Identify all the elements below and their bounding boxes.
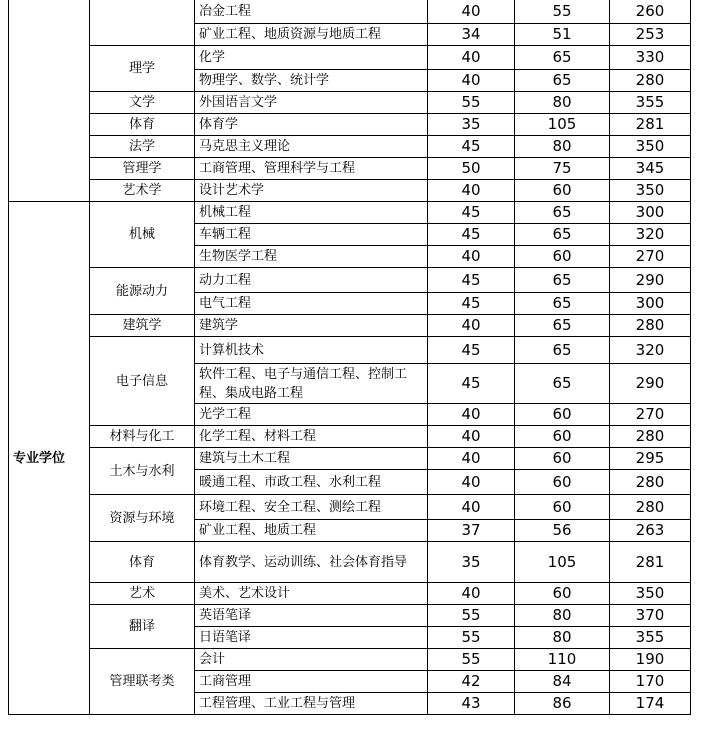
score-a-cell: 45 — [428, 268, 515, 293]
score-b-cell: 80 — [515, 92, 610, 114]
total-score-cell: 281 — [610, 114, 691, 136]
score-b-cell: 80 — [515, 136, 610, 158]
score-b-cell: 60 — [515, 246, 610, 268]
discipline-group-cell: 理学 — [90, 46, 195, 92]
total-score-cell: 300 — [610, 202, 691, 224]
discipline-group-cell — [90, 0, 195, 46]
major-name-cell: 车辆工程 — [195, 224, 428, 246]
major-name-cell: 英语笔译 — [195, 605, 428, 627]
major-name-cell: 暖通工程、市政工程、水利工程 — [195, 470, 428, 495]
total-score-cell: 290 — [610, 268, 691, 293]
score-a-cell: 40 — [428, 0, 515, 24]
total-score-cell: 280 — [610, 495, 691, 520]
score-b-cell: 65 — [515, 315, 610, 337]
score-b-cell: 65 — [515, 224, 610, 246]
discipline-group-cell: 电子信息 — [90, 337, 195, 426]
total-score-cell: 280 — [610, 470, 691, 495]
total-score-cell: 270 — [610, 246, 691, 268]
total-score-cell: 280 — [610, 426, 691, 448]
score-b-cell: 56 — [515, 520, 610, 542]
discipline-group-cell: 体育 — [90, 542, 195, 583]
score-a-cell: 34 — [428, 24, 515, 46]
score-b-cell: 80 — [515, 605, 610, 627]
total-score-cell: 170 — [610, 671, 691, 693]
discipline-group-cell: 法学 — [90, 136, 195, 158]
score-a-cell: 45 — [428, 364, 515, 404]
score-a-cell: 35 — [428, 542, 515, 583]
major-name-cell: 会计 — [195, 649, 428, 671]
table-row — [9, 605, 691, 627]
total-score-cell: 320 — [610, 224, 691, 246]
major-name-cell: 建筑与土木工程 — [195, 448, 428, 470]
major-name-cell: 工商管理、管理科学与工程 — [195, 158, 428, 180]
score-a-cell: 40 — [428, 583, 515, 605]
score-b-cell: 86 — [515, 693, 610, 715]
major-name-cell: 工程管理、工业工程与管理 — [195, 693, 428, 715]
major-name-cell: 环境工程、安全工程、测绘工程 — [195, 495, 428, 520]
table-row — [9, 114, 691, 136]
score-table — [8, 0, 691, 715]
score-b-cell: 65 — [515, 46, 610, 70]
score-a-cell: 55 — [428, 649, 515, 671]
discipline-group-cell: 资源与环境 — [90, 495, 195, 542]
score-b-cell: 60 — [515, 426, 610, 448]
major-name-cell: 冶金工程 — [195, 0, 428, 24]
score-b-cell: 65 — [515, 70, 610, 92]
score-b-cell: 51 — [515, 24, 610, 46]
discipline-group-cell: 管理联考类 — [90, 649, 195, 715]
total-score-cell: 345 — [610, 158, 691, 180]
discipline-group-cell: 文学 — [90, 92, 195, 114]
major-name-cell: 动力工程 — [195, 268, 428, 293]
major-name-cell: 体育教学、运动训练、社会体育指导 — [195, 542, 428, 583]
total-score-cell: 253 — [610, 24, 691, 46]
score-a-cell: 45 — [428, 337, 515, 364]
total-score-cell: 260 — [610, 0, 691, 24]
score-b-cell: 105 — [515, 114, 610, 136]
score-a-cell: 40 — [428, 426, 515, 448]
score-b-cell: 65 — [515, 364, 610, 404]
discipline-group-cell: 艺术 — [90, 583, 195, 605]
major-name-cell: 矿业工程、地质工程 — [195, 520, 428, 542]
discipline-group-cell: 艺术学 — [90, 180, 195, 202]
total-score-cell: 270 — [610, 404, 691, 426]
major-name-cell: 外国语言文学 — [195, 92, 428, 114]
score-b-cell: 55 — [515, 0, 610, 24]
major-name-cell: 光学工程 — [195, 404, 428, 426]
table-row — [9, 337, 691, 364]
major-name-cell: 工商管理 — [195, 671, 428, 693]
score-b-cell: 65 — [515, 268, 610, 293]
total-score-cell: 295 — [610, 448, 691, 470]
table-row — [9, 583, 691, 605]
score-b-cell: 60 — [515, 495, 610, 520]
table-row — [9, 92, 691, 114]
score-a-cell: 45 — [428, 224, 515, 246]
score-b-cell: 60 — [515, 448, 610, 470]
score-b-cell: 65 — [515, 293, 610, 315]
total-score-cell: 350 — [610, 583, 691, 605]
table-row — [9, 202, 691, 224]
major-name-cell: 电气工程 — [195, 293, 428, 315]
major-name-cell: 化学 — [195, 46, 428, 70]
total-score-cell: 300 — [610, 293, 691, 315]
table-row — [9, 136, 691, 158]
table-row — [9, 180, 691, 202]
discipline-group-cell: 体育 — [90, 114, 195, 136]
major-name-cell: 建筑学 — [195, 315, 428, 337]
total-score-cell: 330 — [610, 46, 691, 70]
total-score-cell: 370 — [610, 605, 691, 627]
degree-category-cell: 专业学位 — [9, 202, 90, 715]
score-b-cell: 65 — [515, 337, 610, 364]
table-row — [9, 448, 691, 470]
total-score-cell: 350 — [610, 180, 691, 202]
table-row — [9, 649, 691, 671]
major-name-cell: 化学工程、材料工程 — [195, 426, 428, 448]
score-a-cell: 40 — [428, 246, 515, 268]
score-a-cell: 55 — [428, 605, 515, 627]
table-row — [9, 0, 691, 24]
total-score-cell: 263 — [610, 520, 691, 542]
score-a-cell: 40 — [428, 315, 515, 337]
score-a-cell: 35 — [428, 114, 515, 136]
discipline-group-cell: 管理学 — [90, 158, 195, 180]
total-score-cell: 280 — [610, 70, 691, 92]
total-score-cell: 355 — [610, 92, 691, 114]
discipline-group-cell: 材料与化工 — [90, 426, 195, 448]
score-a-cell: 45 — [428, 136, 515, 158]
discipline-group-cell: 能源动力 — [90, 268, 195, 315]
major-name-cell: 美术、艺术设计 — [195, 583, 428, 605]
discipline-group-cell: 土木与水利 — [90, 448, 195, 495]
discipline-group-cell: 翻译 — [90, 605, 195, 649]
total-score-cell: 350 — [610, 136, 691, 158]
major-name-cell: 体育学 — [195, 114, 428, 136]
score-a-cell: 55 — [428, 92, 515, 114]
major-name-cell: 马克思主义理论 — [195, 136, 428, 158]
score-a-cell: 45 — [428, 202, 515, 224]
major-name-cell: 设计艺术学 — [195, 180, 428, 202]
score-a-cell: 40 — [428, 46, 515, 70]
score-a-cell: 42 — [428, 671, 515, 693]
score-b-cell: 84 — [515, 671, 610, 693]
table-row — [9, 542, 691, 583]
total-score-cell: 290 — [610, 364, 691, 404]
total-score-cell: 281 — [610, 542, 691, 583]
score-a-cell: 50 — [428, 158, 515, 180]
table-row — [9, 495, 691, 520]
total-score-cell: 190 — [610, 649, 691, 671]
major-name-cell: 矿业工程、地质资源与地质工程 — [195, 24, 428, 46]
score-a-cell: 40 — [428, 495, 515, 520]
score-a-cell: 37 — [428, 520, 515, 542]
major-name-cell: 机械工程 — [195, 202, 428, 224]
table-row — [9, 46, 691, 70]
discipline-group-cell: 机械 — [90, 202, 195, 268]
score-b-cell: 80 — [515, 627, 610, 649]
major-name-cell: 软件工程、电子与通信工程、控制工程、集成电路工程 — [195, 364, 428, 404]
table-row — [9, 426, 691, 448]
score-b-cell: 105 — [515, 542, 610, 583]
score-a-cell: 45 — [428, 293, 515, 315]
discipline-group-cell: 建筑学 — [90, 315, 195, 337]
total-score-cell: 280 — [610, 315, 691, 337]
major-name-cell: 物理学、数学、统计学 — [195, 70, 428, 92]
score-b-cell: 60 — [515, 583, 610, 605]
total-score-cell: 320 — [610, 337, 691, 364]
degree-category-cell — [9, 0, 90, 202]
major-name-cell: 计算机技术 — [195, 337, 428, 364]
score-b-cell: 75 — [515, 158, 610, 180]
score-b-cell: 65 — [515, 202, 610, 224]
score-a-cell: 40 — [428, 448, 515, 470]
table-row — [9, 268, 691, 293]
score-a-cell: 40 — [428, 404, 515, 426]
total-score-cell: 355 — [610, 627, 691, 649]
table-row — [9, 158, 691, 180]
major-name-cell: 生物医学工程 — [195, 246, 428, 268]
score-b-cell: 60 — [515, 470, 610, 495]
score-b-cell: 110 — [515, 649, 610, 671]
score-b-cell: 60 — [515, 404, 610, 426]
score-b-cell: 60 — [515, 180, 610, 202]
score-a-cell: 40 — [428, 70, 515, 92]
table-row — [9, 315, 691, 337]
major-name-cell: 日语笔译 — [195, 627, 428, 649]
score-a-cell: 55 — [428, 627, 515, 649]
total-score-cell: 174 — [610, 693, 691, 715]
score-a-cell: 43 — [428, 693, 515, 715]
score-a-cell: 40 — [428, 470, 515, 495]
score-a-cell: 40 — [428, 180, 515, 202]
